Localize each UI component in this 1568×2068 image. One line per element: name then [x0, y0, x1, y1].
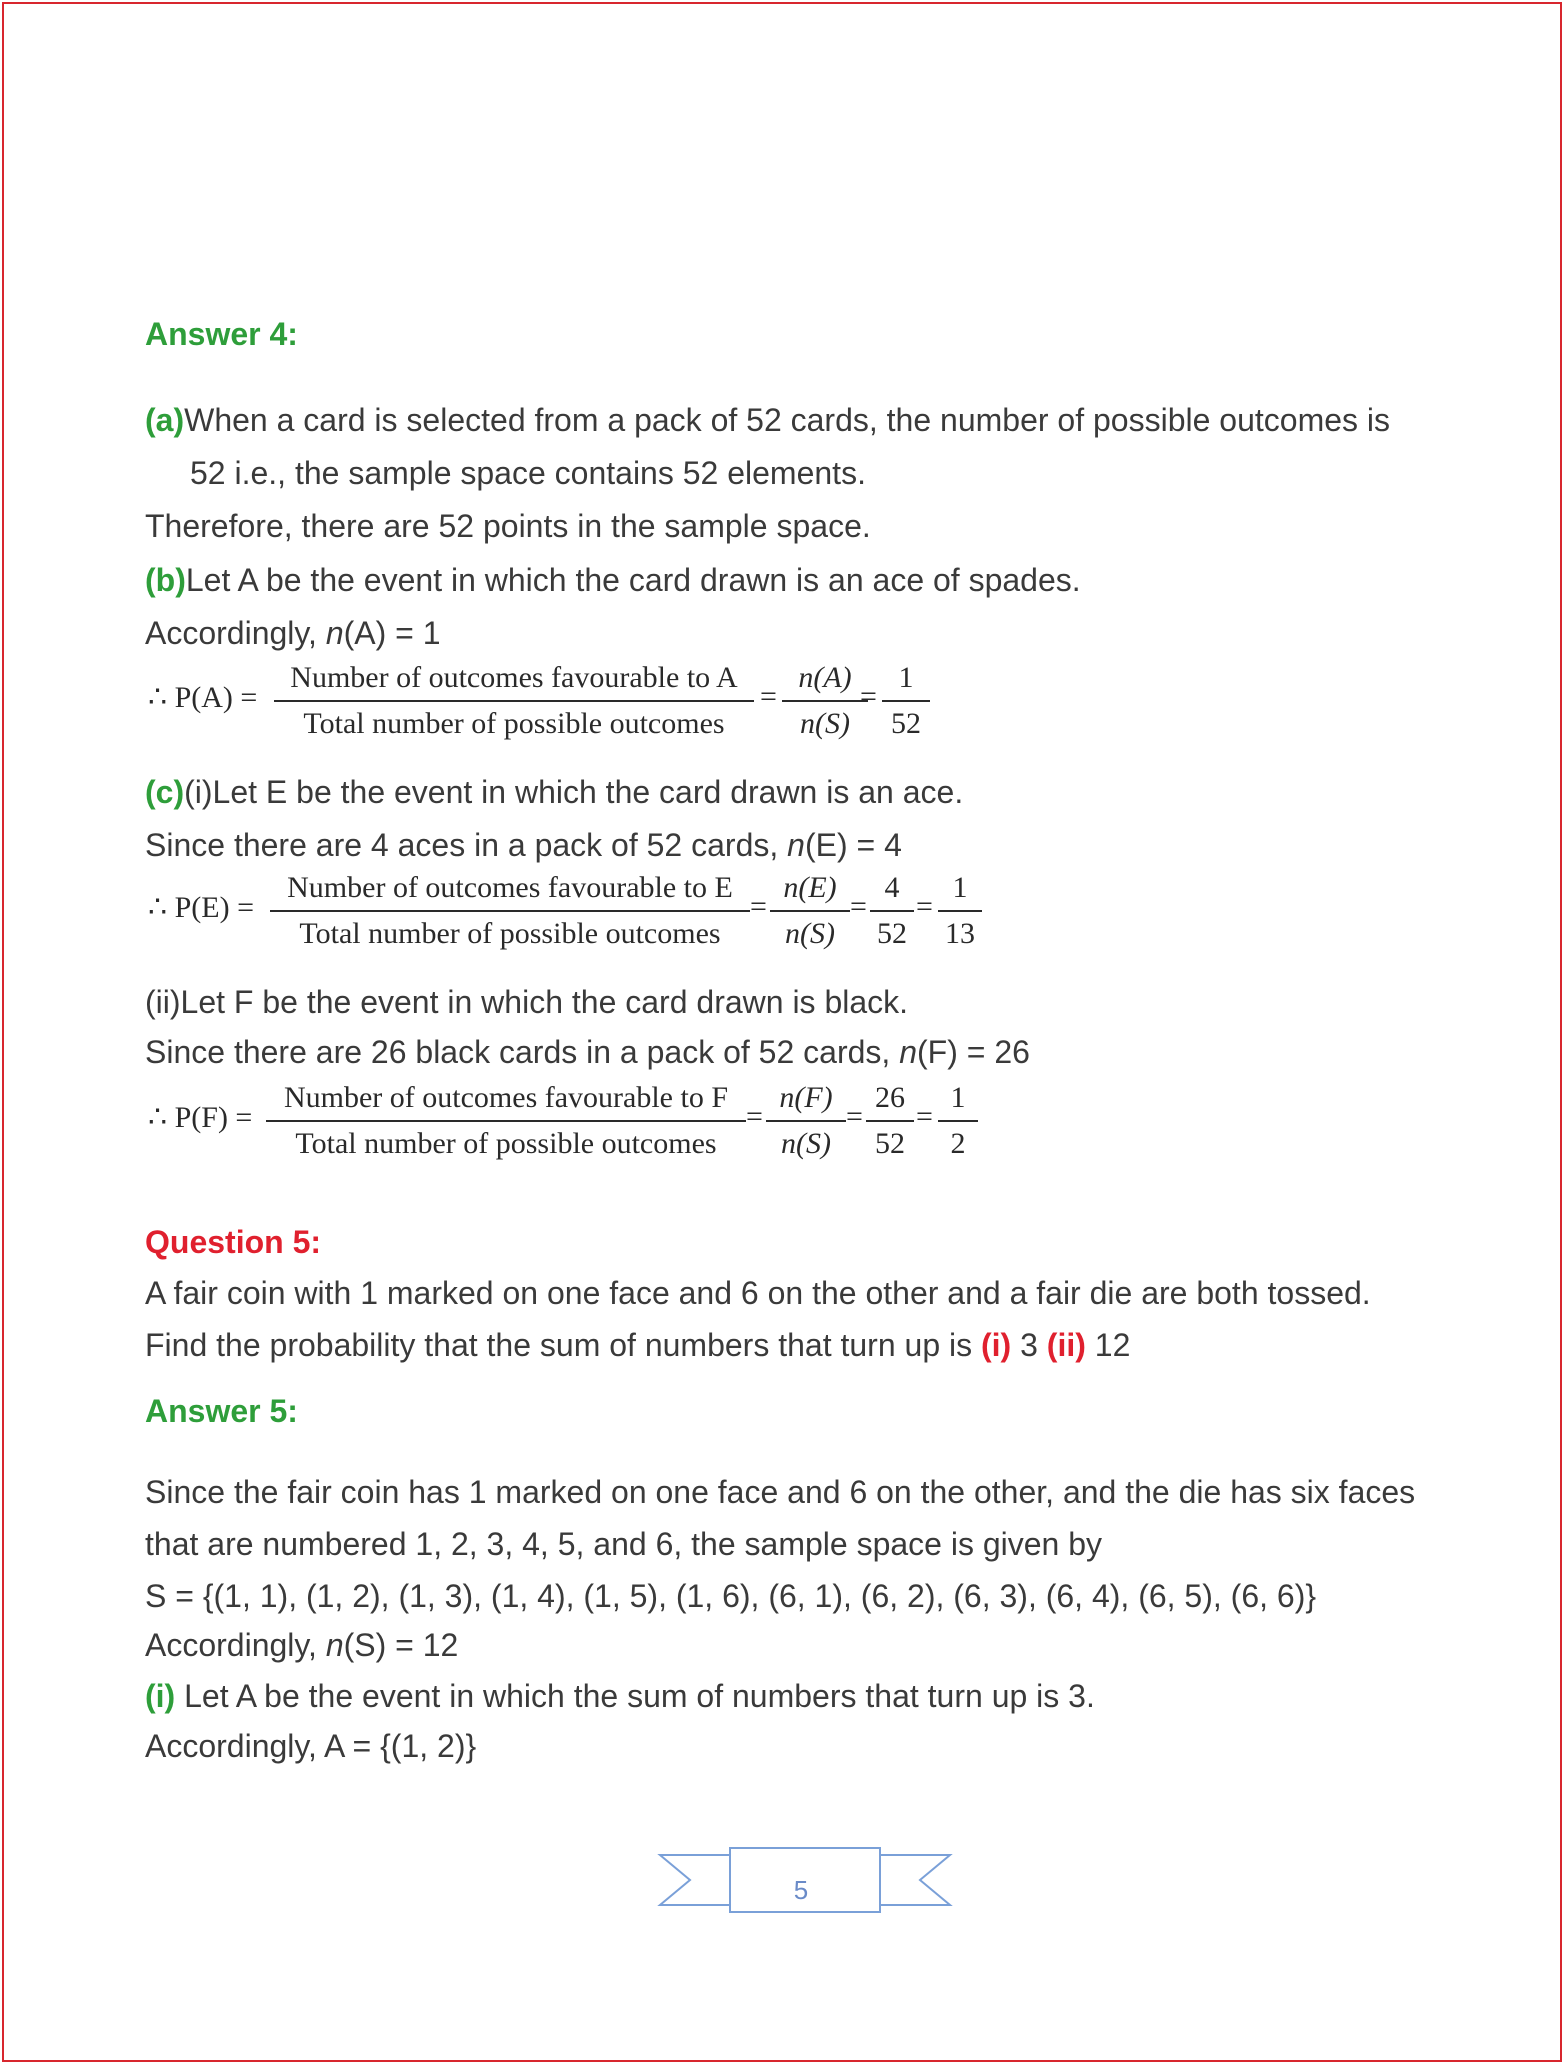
- formula-pe-main-fraction: Number of outcomes favourable to E Total number of possible outcomes: [270, 870, 750, 952]
- formula-pa-main-fraction: Number of outcomes favourable to A Total number of possible outcomes: [274, 660, 754, 742]
- formula-pf-value-fraction: 26 52: [866, 1080, 914, 1162]
- formula-pf-main-fraction: Number of outcomes favourable to F Total number of possible outcomes: [266, 1080, 746, 1162]
- answer4-heading: Answer 4:: [145, 316, 298, 352]
- a5-part-i-label: (i): [145, 1678, 176, 1714]
- part-c-label: (c): [145, 774, 185, 810]
- page-number: 5: [793, 1875, 809, 1905]
- formula-pe-lhs: ∴ P(E) =: [148, 891, 254, 924]
- answer4-ii-line: (ii)Let F be the event in which the card drawn is black.: [145, 984, 909, 1020]
- formula-pf-result-fraction: 1 2: [938, 1080, 978, 1162]
- formula-pa-lhs: ∴ P(A) =: [148, 681, 258, 714]
- formula-pf-lhs: ∴ P(F) =: [148, 1101, 253, 1134]
- answer4-b-line: [145, 560, 1081, 600]
- question5-heading: Question 5:: [145, 1224, 322, 1260]
- answer5-part-i: (i) Let A be the event in which the sum of numbers that turn up is 3.: [145, 1678, 1095, 1714]
- answer4-b-accordingly: Accordingly, n(A) = 1: [145, 615, 441, 651]
- part-c-text: (i)Let E be the event in which the card drawn is an ace.: [184, 774, 964, 810]
- answer5-sample-space: S = {(1, 1), (1, 2), (1, 3), (1, 4), (1, 5), (1, 6), (6, 1), (6, 2), (6, 3), (6, 4), (6, 5), (6, 6)}: [145, 1578, 1317, 1614]
- answer4-a-line3: Therefore, there are 52 points in the sample space.: [145, 508, 871, 544]
- answer4-a-line1: [145, 400, 1390, 440]
- question5-line2: Find the probability that the sum of numbers that turn up is (i) 3 (ii) 12: [145, 1327, 1131, 1363]
- part-b-text: Let A be the event in which the card drawn is an ace of spades.: [185, 562, 1081, 598]
- answer4-c-since: Since there are 4 aces in a pack of 52 cards, n(E) = 4: [145, 827, 902, 863]
- part-a-text: When a card is selected from a pack of 52 cards, the number of possible outcomes is: [184, 402, 1391, 438]
- q5-part-i-label: (i): [981, 1327, 1012, 1363]
- answer4-a-line2: 52 i.e., the sample space contains 52 elements.: [190, 455, 866, 491]
- part-b-label: (b): [145, 562, 186, 598]
- formula-pe-value-fraction: 4 52: [870, 870, 914, 952]
- formula-pf-n-fraction: n(F) n(S): [766, 1080, 846, 1162]
- answer4-c-line: [145, 772, 963, 812]
- question5-line1: A fair coin with 1 marked on one face and 6 on the other and a fair die are both tossed.: [145, 1275, 1371, 1311]
- formula-pe-result-fraction: 1 13: [938, 870, 982, 952]
- answer5-accordingly-2: Accordingly, A = {(1, 2)}: [145, 1728, 477, 1764]
- part-a-label: (a): [145, 402, 185, 438]
- answer5-line2: that are numbered 1, 2, 3, 4, 5, and 6, the sample space is given by: [145, 1526, 1103, 1562]
- formula-pa-value-fraction: 1 52: [882, 660, 930, 742]
- answer5-accordingly: Accordingly, n(S) = 12: [145, 1627, 459, 1663]
- answer5-heading: Answer 5:: [145, 1393, 298, 1429]
- answer5-line1: Since the fair coin has 1 marked on one face and 6 on the other, and the die has six faces: [145, 1474, 1416, 1510]
- formula-pa-n-fraction: n(A) n(S): [782, 660, 868, 742]
- q5-part-ii-label: (ii): [1046, 1327, 1086, 1363]
- formula-pe-n-fraction: n(E) n(S): [770, 870, 850, 952]
- answer4-ii-since: Since there are 26 black cards in a pack of 52 cards, n(F) = 26: [145, 1034, 1030, 1070]
